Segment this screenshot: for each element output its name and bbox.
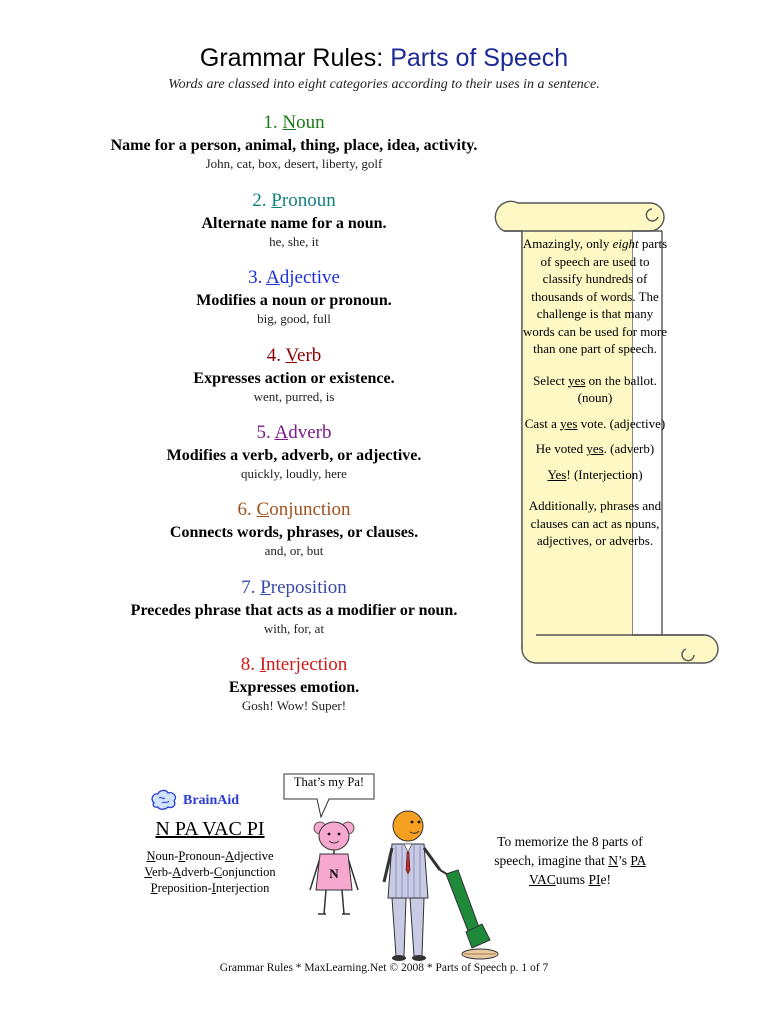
title-accent: Parts of Speech: [390, 44, 569, 72]
part-initial: P: [271, 190, 282, 211]
part-initial: N: [282, 112, 297, 133]
part-preposition: [40, 577, 548, 637]
part-initial: V: [285, 345, 298, 366]
part-initial: A: [266, 267, 280, 288]
part-examples: he, she, it: [269, 234, 319, 249]
brain-icon: [150, 789, 178, 811]
part-definition: Precedes phrase that acts as a modifier or noun.: [130, 602, 458, 619]
part-adjective: [40, 267, 548, 327]
part-heading: 1. Noun: [263, 112, 325, 133]
part-definition: Alternate name for a noun.: [201, 215, 387, 232]
part-definition: Expresses action or existence.: [193, 370, 395, 387]
scroll-example-interjection: Yes! (Interjection): [547, 466, 643, 482]
part-heading: 3. Adjective: [248, 267, 340, 288]
scroll-example-noun: Select yes on the ballot. (noun): [533, 372, 657, 405]
scroll-additional: Additionally, phrases and clauses can act as nouns, adjectives, or adverbs.: [528, 498, 662, 548]
part-definition: Modifies a noun or pronoun.: [196, 292, 392, 309]
part-initial: I: [259, 654, 267, 675]
scroll-example-adjective: Cast a yes vote. (adjective): [524, 415, 666, 431]
girl-figure: [310, 822, 358, 914]
speech-text: That’s my Pa!: [293, 775, 365, 789]
part-interjection: [40, 654, 548, 714]
scroll-example-adverb: He voted yes. (adverb): [535, 441, 655, 456]
part-heading: 4. Verb: [266, 345, 322, 366]
part-definition: Modifies a verb, adverb, or adjective.: [166, 447, 422, 464]
part-pronoun: [40, 190, 548, 250]
part-heading: 5. Adverb: [256, 422, 332, 443]
part-examples: with, for, at: [263, 621, 325, 636]
part-noun: [40, 112, 548, 172]
part-examples: went, purred, is: [253, 389, 335, 404]
part-definition: Expresses emotion.: [228, 679, 360, 696]
part-examples: and, or, but: [264, 543, 324, 558]
mnemonic: N PA VAC PI: [155, 818, 265, 840]
mnemonic-line-3: Preposition-Interjection: [150, 881, 270, 895]
part-definition: Name for a person, animal, thing, place, idea, activity.: [110, 137, 478, 154]
man-figure: [384, 811, 440, 961]
mnemonic-expansion: [120, 848, 300, 896]
scroll-intro: Amazingly, only eight parts of speech are used to classify hundreds of thousands of words. The challenge is that many words can be used for more than one part of speech.: [522, 236, 668, 356]
part-adverb: [40, 422, 548, 482]
part-definition: Connects words, phrases, or clauses.: [169, 524, 419, 541]
part-examples: Gosh! Wow! Super!: [241, 698, 347, 713]
part-initial: C: [256, 499, 270, 520]
part-heading: 7. Preposition: [241, 577, 347, 598]
brainaid-label: BrainAid: [183, 793, 240, 808]
part-examples: John, cat, box, desert, liberty, golf: [205, 156, 383, 171]
part-initial: A: [274, 422, 289, 443]
memorize-tip: To memorize the 8 parts of speech, imagine that N’s PA VACuums PIe!: [494, 834, 646, 887]
part-conjunction: [40, 499, 548, 559]
page-footer: Grammar Rules * MaxLearning.Net © 2008 * Parts of Speech p. 1 of 7: [219, 962, 549, 974]
cartoon-figures: [300, 790, 500, 970]
page-title: [0, 44, 768, 73]
part-examples: quickly, loudly, here: [241, 466, 347, 481]
title-main: Grammar Rules:: [199, 44, 384, 72]
mnemonic-line-1: Noun-Pronoun-Adjective: [146, 849, 274, 863]
part-initial: P: [260, 577, 271, 598]
mnemonic-line-2: Verb-Adverb-Conjunction: [144, 865, 276, 879]
part-heading: 8. Interjection: [240, 654, 348, 675]
shirt-letter: N: [329, 866, 339, 881]
part-heading: 2. Pronoun: [252, 190, 336, 211]
part-examples: big, good, full: [257, 311, 331, 326]
subtitle: Words are classed into eight categories according to their uses in a sentence.: [168, 77, 600, 92]
scroll-text: [522, 235, 668, 558]
part-heading: 6. Conjunction: [237, 499, 351, 520]
part-verb: [40, 345, 548, 405]
